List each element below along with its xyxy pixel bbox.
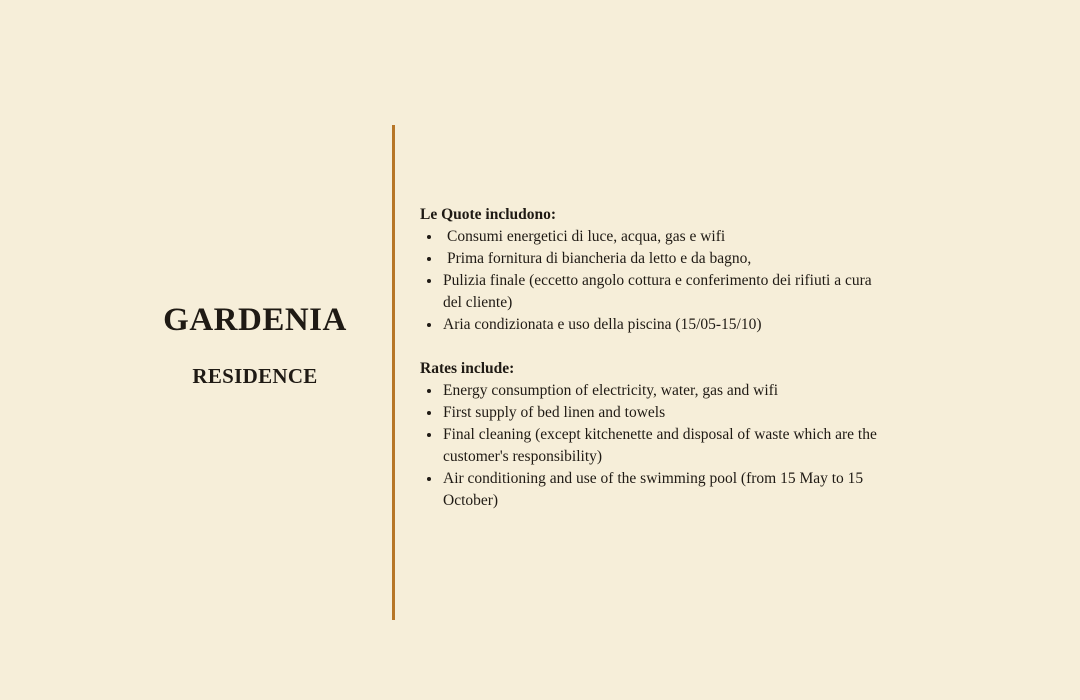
list-item-text: Pulizia finale (eccetto angolo cottura e conferimento dei rifiuti a cura del cliente) (443, 272, 872, 311)
vertical-divider (392, 125, 395, 620)
italian-section (420, 204, 880, 336)
rates-info (420, 204, 880, 512)
list-item (420, 314, 880, 336)
list-item-text: Energy consumption of electricity, water, gas and wifi (443, 382, 779, 399)
list-item-text: Final cleaning (except kitchenette and disposal of waste which are the customer's responsibility) (443, 426, 877, 465)
italian-heading: Le Quote includono: (420, 206, 557, 223)
list-item-text: First supply of bed linen and towels (443, 404, 666, 421)
list-item-text: Prima fornitura di biancheria da letto e da bagno, (447, 250, 752, 267)
list-item (420, 226, 880, 248)
list-item (420, 402, 880, 424)
italian-list (420, 226, 880, 336)
list-item (420, 248, 880, 270)
brand-subtitle: RESIDENCE (192, 364, 318, 388)
brand-title: GARDENIA (163, 302, 347, 338)
list-item (420, 468, 880, 512)
list-item-text: Aria condizionata e uso della piscina (15/05-15/10) (443, 316, 762, 333)
english-heading: Rates include: (420, 360, 515, 377)
list-item (420, 424, 880, 468)
list-item-text: Consumi energetici di luce, acqua, gas e wifi (447, 228, 726, 245)
list-item-text: Air conditioning and use of the swimming pool (from 15 May to 15 October) (443, 470, 864, 509)
list-item (420, 380, 880, 402)
list-item (420, 270, 880, 314)
english-list (420, 380, 880, 512)
english-section (420, 358, 880, 512)
